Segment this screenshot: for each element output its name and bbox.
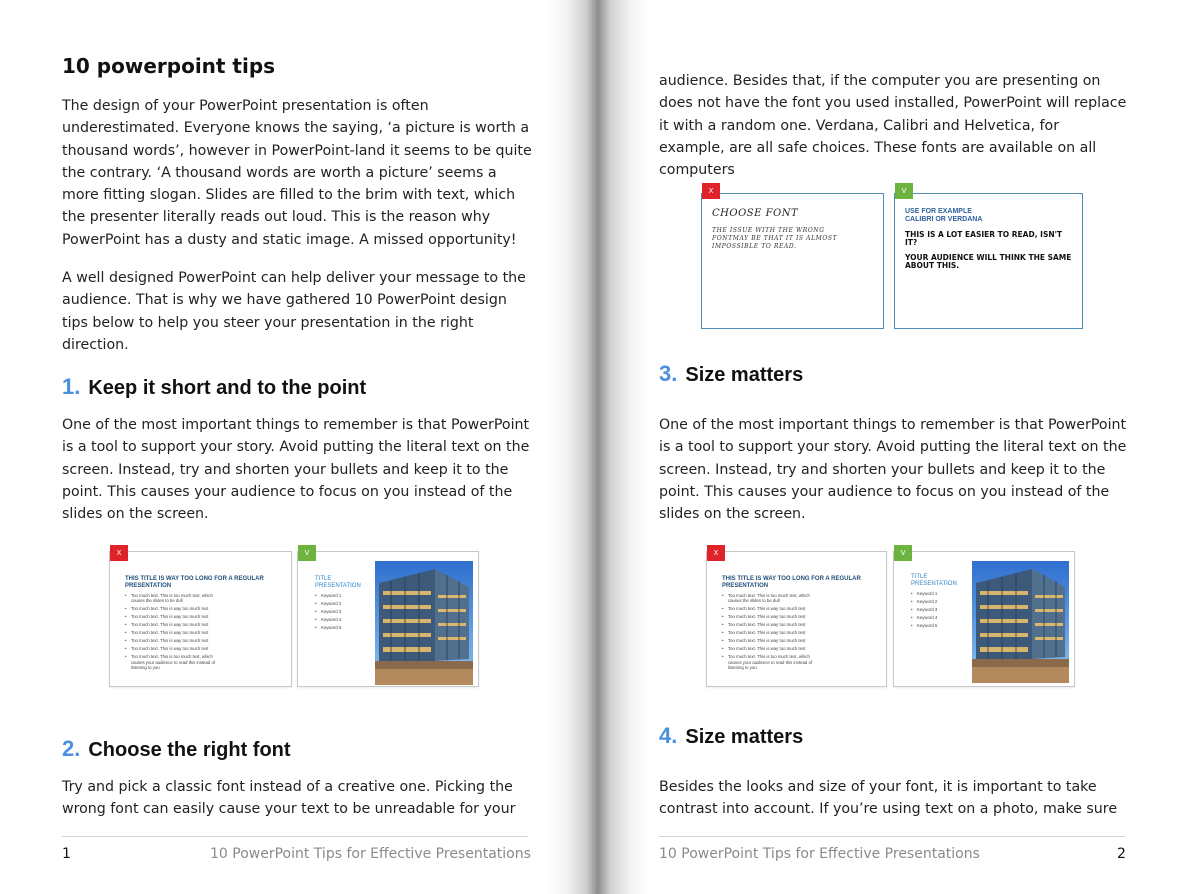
section-2-heading — [62, 736, 291, 762]
list-item: • Too much text. This is too much text, which causes the slides to be dull — [722, 593, 822, 604]
list-item: • Keyword 3 — [911, 607, 971, 612]
bad-font-title: CHOOSE FONT — [712, 208, 799, 219]
section-3-title: Size matters — [685, 364, 804, 386]
good-slide-title-line1: TITLE — [911, 574, 928, 580]
list-item: • Too much text. This is way too much text — [722, 638, 822, 643]
section-2-title: Choose the right font — [88, 739, 291, 761]
bad-slide-title: THIS TITLE IS WAY TOO LONG FOR A REGULAR PRESENTATION — [722, 576, 861, 589]
section-4-number: 4. — [659, 723, 678, 748]
list-item: • Keyword 4 — [911, 615, 971, 620]
section-2-number: 2. — [62, 736, 81, 761]
list-item: • Too much text. This is way too much text — [722, 630, 822, 635]
section-3-number: 3. — [659, 361, 678, 386]
bad-tag: X — [707, 545, 725, 561]
building-photo-art — [375, 561, 473, 685]
bad-font-box — [701, 187, 884, 329]
continued-paragraph: audience. Besides that, if the computer you are presenting on does not have the font you used installed, PowerPoint will replace it with a random one. Verdana, Calibri and Helvetica, for example, are all safe choices. These fonts are available on all computers — [659, 73, 1127, 179]
list-item: • Too much text. This is way too much text — [125, 622, 225, 627]
good-slide-title — [911, 574, 957, 588]
list-item: • Too much text. This is too much text, which causes your audience to read this instead of listening to you — [125, 654, 225, 670]
building-photo — [375, 561, 473, 685]
building-photo — [972, 561, 1069, 683]
section-4-heading — [659, 723, 803, 749]
list-item: • Too much text. This is way too much text — [722, 606, 822, 611]
right-footer-divider — [659, 836, 1125, 837]
list-item: • Keyword 4 — [315, 617, 375, 622]
bad-tag: X — [702, 183, 720, 199]
good-tag: V — [298, 545, 316, 561]
bad-tag: X — [110, 545, 128, 561]
bad-slide-title: THIS TITLE IS WAY TOO LONG FOR A REGULAR PRESENTATION — [125, 576, 264, 589]
list-item: • Too much text. This is way too much text — [125, 606, 225, 611]
list-item: • Too much text. This is way too much text — [125, 646, 225, 651]
good-slide-title — [315, 576, 361, 590]
list-item: • Too much text. This is way too much text — [722, 614, 822, 619]
list-item: • Keyword 5 — [315, 625, 375, 630]
bad-slide-bullets — [125, 593, 225, 673]
section-3-heading — [659, 361, 803, 387]
keyword-list — [911, 591, 971, 631]
bad-slide-bullets — [722, 593, 822, 673]
list-item: • Too much text. This is way too much text — [722, 622, 822, 627]
good-font-title-line2: CALIBRI OR VERDANA — [905, 216, 983, 223]
list-item: • Keyword 3 — [315, 609, 375, 614]
left-page-number: 1 — [62, 846, 71, 862]
good-font-box — [894, 187, 1083, 329]
list-item: • Keyword 5 — [911, 623, 971, 628]
list-item: • Keyword 1 — [315, 593, 375, 598]
good-tag: V — [895, 183, 913, 199]
list-item: • Too much text. This is too much text, which causes the slides to be dull — [125, 593, 225, 604]
section-4-title: Size matters — [685, 726, 804, 748]
good-slide-title-line1: TITLE — [315, 576, 332, 582]
good-slide-title-line2: PRESENTATION — [911, 581, 957, 587]
right-page-number: 2 — [1117, 846, 1126, 862]
building-photo-art — [972, 561, 1069, 683]
keyword-list — [315, 593, 375, 633]
left-footer-title: 10 PowerPoint Tips for Effective Presentations — [210, 846, 531, 862]
section-2-body: Try and pick a classic font instead of a creative one. Picking the wrong font can easily cause your text to be unreadable for your — [62, 779, 516, 818]
bad-slide-thumbnail — [109, 551, 292, 687]
good-slide-thumbnail — [893, 551, 1075, 687]
list-item: • Too much text. This is way too much text — [125, 638, 225, 643]
list-item: • Keyword 2 — [911, 599, 971, 604]
left-page — [62, 0, 532, 894]
list-item: • Keyword 1 — [911, 591, 971, 596]
section-1-number: 1. — [62, 374, 81, 399]
good-font-title — [905, 208, 982, 224]
section-1-heading — [62, 374, 366, 400]
list-item: • Too much text. This is way too much text — [125, 630, 225, 635]
intro-paragraph-2: A well designed PowerPoint can help deliver your message to the audience. That is why we have gathered 10 PowerPoint design tips below to help you steer your presentation in the right direction. — [62, 270, 526, 353]
section-1-body: One of the most important things to remember is that PowerPoint is a tool to support your story. Avoid putting the literal text on the screen. Instead, try and shorten your bullets and keep it to the point. This causes your audience to focus on you instead of the slides on the screen. — [62, 417, 530, 523]
good-tag: V — [894, 545, 912, 561]
section-3-body: One of the most important things to remember is that PowerPoint is a tool to support your story. Avoid putting the literal text on the screen. Instead, try and shorten your bullets and keep it to the point. This causes your audience to focus on you instead of the slides on the screen. — [659, 417, 1127, 523]
good-font-body-1: THIS IS A LOT EASIER TO READ, ISN'T IT? — [905, 230, 1063, 247]
list-item: • Too much text. This is too much text, which causes your audience to read this instead of listening to you — [722, 654, 822, 670]
good-font-body-2: YOUR AUDIENCE WILL THINK THE SAME ABOUT THIS. — [905, 253, 1072, 270]
left-footer-divider — [62, 836, 528, 837]
bad-font-body: THE ISSUE WITH THE WRONG FONTMAY BE THAT IT IS ALMOST IMPOSSIBLE TO READ. — [712, 227, 838, 250]
right-footer-title: 10 PowerPoint Tips for Effective Presentations — [659, 846, 980, 862]
list-item: • Too much text. This is way too much text — [125, 614, 225, 619]
good-slide-title-line2: PRESENTATION — [315, 583, 361, 589]
intro-paragraph-1: The design of your PowerPoint presentation is often underestimated. Everyone knows the saying, ‘a picture is worth a thousand words’, however in PowerPoint-land it seems to be quite the contrary. ‘A thousand words are worth a picture’ seems a more fitting slogan. Slides are filled to the brim with text, which the presenter literally reads out loud. This is the reason why PowerPoint has a dusty and static image. A missed opportunity! — [62, 98, 532, 248]
document-title: 10 powerpoint tips — [62, 54, 276, 78]
good-font-title-line1: USE FOR EXAMPLE — [905, 208, 972, 215]
list-item: • Keyword 2 — [315, 601, 375, 606]
page-gutter-shadow — [548, 0, 648, 894]
list-item: • Too much text. This is way too much text — [722, 646, 822, 651]
section-1-title: Keep it short and to the point — [88, 377, 367, 399]
right-page — [659, 0, 1129, 894]
good-slide-thumbnail — [297, 551, 479, 687]
bad-slide-thumbnail — [706, 551, 887, 687]
section-4-body: Besides the looks and size of your font, it is important to take contrast into account. If you’re using text on a photo, make sure — [659, 779, 1118, 818]
